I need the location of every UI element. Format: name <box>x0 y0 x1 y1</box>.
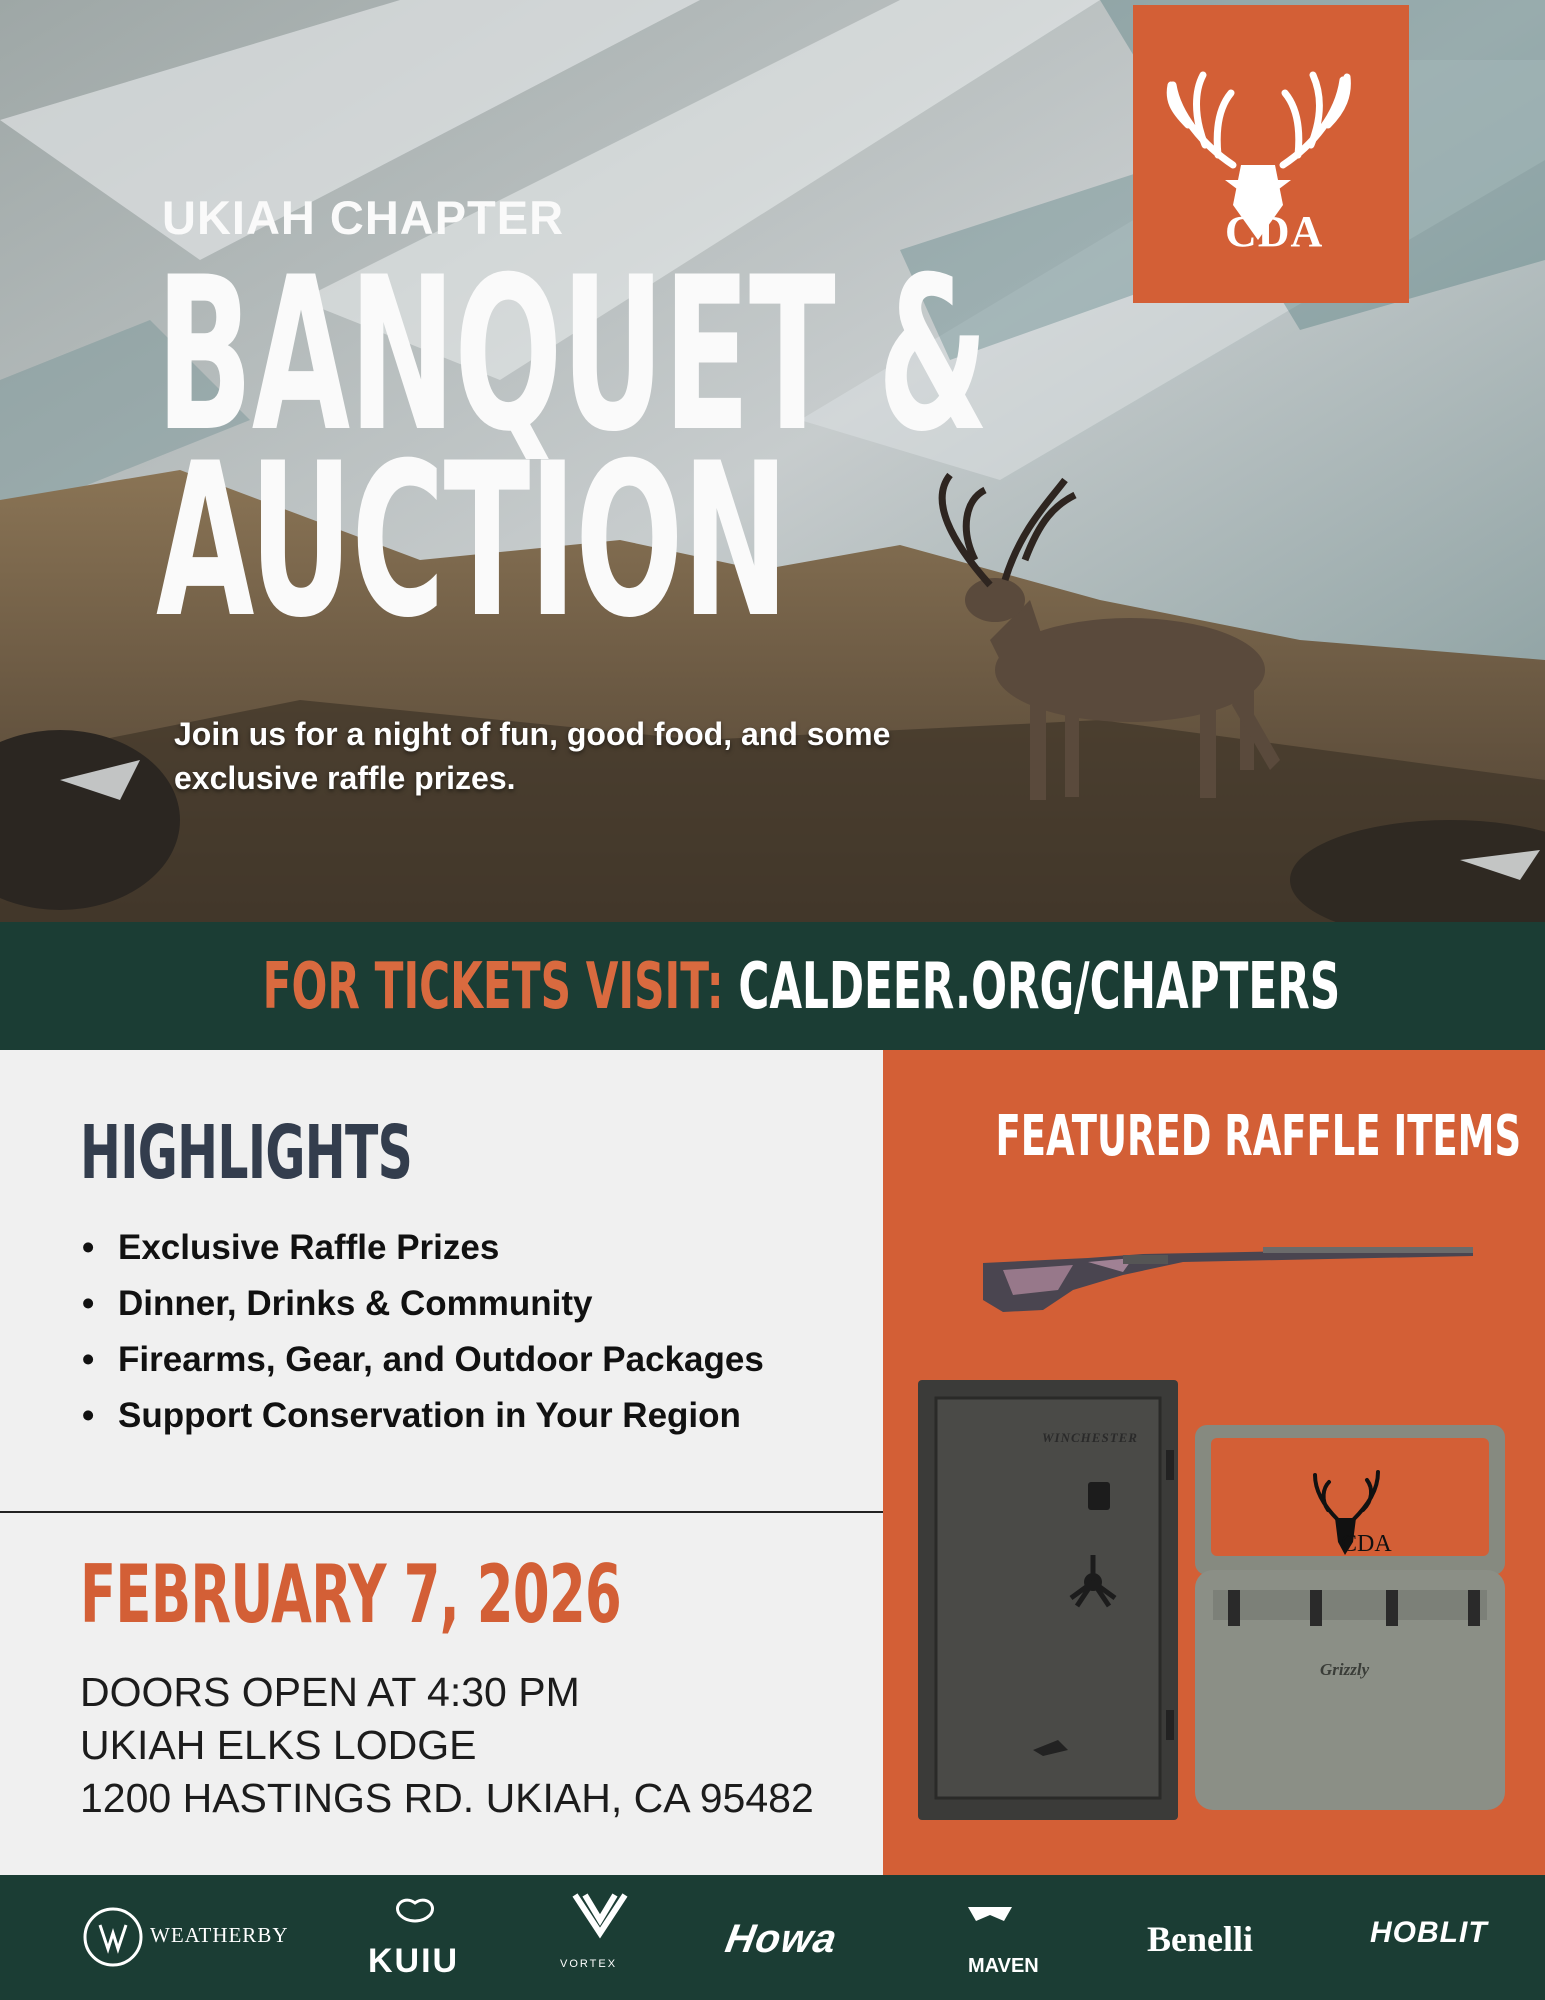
highlights-heading: HIGHLIGHTS <box>80 1110 413 1196</box>
tagline-line-1: Join us for a night of fun, good food, and some <box>174 716 891 752</box>
doors-time: DOORS OPEN AT 4:30 PM <box>80 1669 580 1715</box>
ticket-lead: FOR TICKETS VISIT: <box>262 950 724 1024</box>
tagline <box>174 712 974 800</box>
sponsor-kuiu: KUIU <box>368 1942 460 1980</box>
chapter-name: UKIAH CHAPTER <box>162 191 565 244</box>
title-line-2: AUCTION <box>156 417 788 664</box>
venue-address: 1200 HASTINGS RD. UKIAH, CA 95482 <box>80 1775 814 1821</box>
ticket-line <box>262 950 1341 1024</box>
list-item: • Dinner, Drinks & Community <box>80 1276 764 1332</box>
logo-text: CDA <box>1225 207 1324 256</box>
safe-brand: WINCHESTER <box>1042 1430 1138 1445</box>
cda-logo <box>1133 5 1409 303</box>
hero-banner <box>0 0 1545 922</box>
sponsor-vortex: VORTEX <box>560 1958 618 1970</box>
venue-name: UKIAH ELKS LODGE <box>80 1722 477 1768</box>
raffle-heading: FEATURED RAFFLE ITEMS <box>995 1104 1522 1169</box>
highlights-list <box>80 1220 764 1444</box>
vortex-logo-icon <box>575 1895 625 1933</box>
sponsor-hoblit: HOBLIT <box>1370 1916 1488 1949</box>
rifle-image <box>983 1247 1473 1312</box>
raffle-items-art <box>883 1050 1545 1875</box>
kuiu-ram-icon <box>398 1900 433 1921</box>
list-item: • Firearms, Gear, and Outdoor Packages <box>80 1332 764 1388</box>
deer-antler-icon <box>1133 5 1409 303</box>
sponsor-maven: MAVEN <box>968 1955 1039 1977</box>
divider <box>0 1511 883 1513</box>
tagline-line-2: exclusive raffle prizes. <box>174 760 516 796</box>
title-line-1: BANQUET & <box>156 231 988 478</box>
event-date: FEBRUARY 7, 2026 <box>80 1548 622 1641</box>
sponsor-benelli: Benelli <box>1147 1919 1253 1959</box>
event-title <box>156 231 988 664</box>
list-item: • Support Conservation in Your Region <box>80 1388 764 1444</box>
gun-safe-image <box>918 1380 1178 1820</box>
ticket-url-link[interactable]: CALDEER.ORG/CHAPTERS <box>738 950 1341 1024</box>
maven-eagle-icon <box>968 1907 1012 1921</box>
cooler-logo-text: CDA <box>1341 1531 1392 1557</box>
sponsor-howa: Howa <box>722 1917 841 1961</box>
sponsor-weatherby: WEATHERBY <box>150 1923 289 1947</box>
cooler-image <box>1195 1425 1505 1810</box>
cooler-brand: Grizzly <box>1320 1660 1370 1679</box>
list-item: • Exclusive Raffle Prizes <box>80 1220 764 1276</box>
event-details <box>80 1666 814 1825</box>
